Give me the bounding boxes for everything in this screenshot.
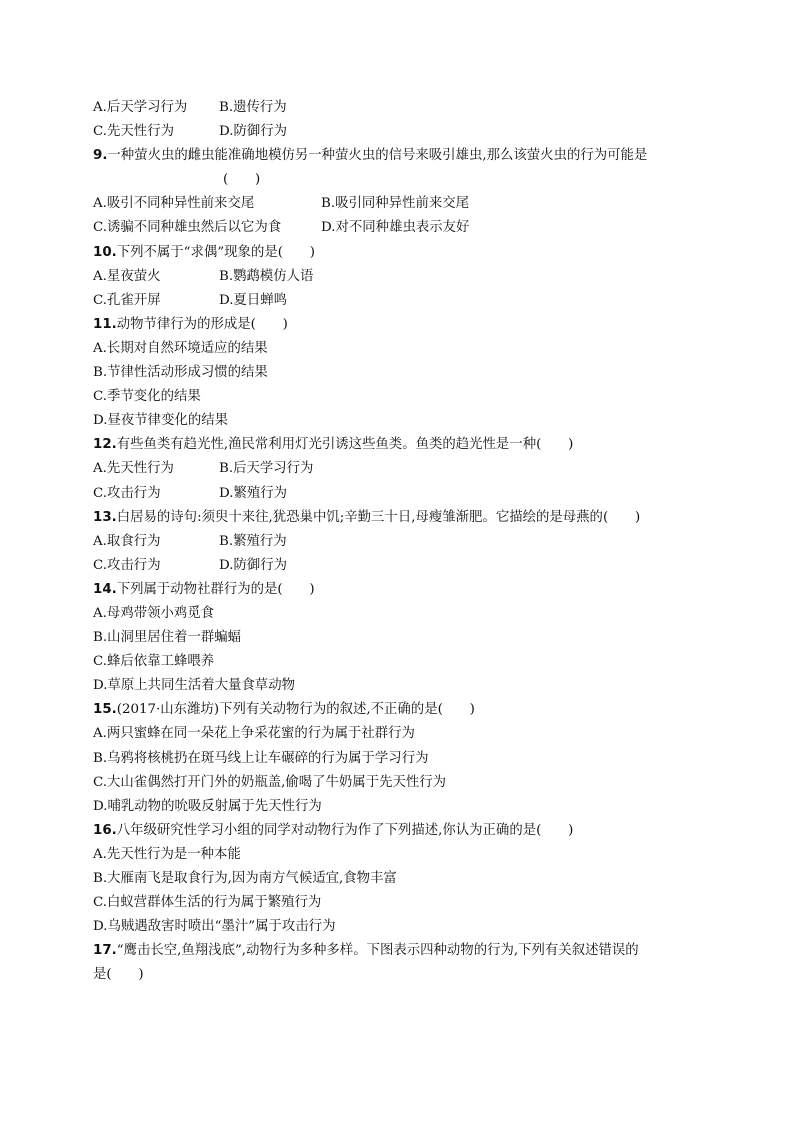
q15-option-d: D.哺乳动物的吮吸反射属于先天性行为 [93, 798, 322, 814]
q9-option-a: A.吸引不同种异性前来交尾 [93, 196, 255, 212]
q10-options-row-1 [93, 265, 705, 289]
q11-number: 11. [93, 316, 117, 332]
q12-stem-text: 有些鱼类有趋光性,渔民常利用灯光引诱这些鱼类。鱼类的趋光性是一种( ) [116, 437, 574, 453]
q13-number: 13. [93, 509, 117, 525]
q10-option-b: B.鹦鹉模仿人语 [219, 268, 314, 284]
q16-stem-text: 八年级研究性学习小组的同学对动物行为作了下列描述,你认为正确的是( ) [116, 822, 574, 838]
q16-option-d: D.乌贼遇敌害时喷出“墨汁”属于攻击行为 [93, 919, 336, 935]
q12-options-row-2 [93, 482, 705, 506]
q11-stem-text: 动物节律行为的形成是( ) [116, 316, 288, 332]
q12-option-c: C.攻击行为 [93, 485, 161, 501]
q15-option-a: A.两只蜜蜂在同一朵花上争采花蜜的行为属于社群行为 [93, 726, 415, 742]
q10-number: 10. [93, 244, 117, 260]
q9-option-c: C.诱骗不同种雄虫然后以它为食 [93, 220, 282, 236]
q13-stem [93, 506, 705, 530]
q11-option-c: C.季节变化的结果 [93, 389, 201, 405]
q14-stem-text: 下列属于动物社群行为的是( ) [116, 581, 315, 597]
q16-option-c: C.白蚁营群体生活的行为属于繁殖行为 [93, 895, 322, 911]
q10-options-row-2 [93, 289, 705, 313]
q8-options-row-2 [93, 120, 705, 144]
q11-option-d: D.昼夜节律变化的结果 [93, 413, 229, 429]
q12-option-d: D.繁殖行为 [219, 485, 288, 501]
q8-options-row-1 [93, 96, 705, 120]
q9-stem [93, 144, 705, 168]
q8-option-c: C.先天性行为 [93, 124, 174, 140]
question-list [93, 96, 705, 987]
q14-stem [93, 578, 705, 602]
q15-stem [93, 698, 705, 722]
q16-number: 16. [93, 822, 117, 838]
q17-stem-line-2: 是( ) [93, 967, 144, 983]
q17-stem-text-1: “鹰击长空,鱼翔浅底”,动物行为多种多样。下图表示四种动物的行为,下列有关叙述错误的 [116, 943, 639, 959]
q14-option-d: D.草原上共同生活着大量食草动物 [93, 678, 295, 694]
q16-option-a: A.先天性行为是一种本能 [93, 846, 241, 862]
q8-option-a: A.后天学习行为 [93, 100, 188, 115]
q12-option-a: A.先天性行为 [93, 461, 174, 477]
q13-option-d: D.防御行为 [219, 557, 288, 573]
q10-stem-text: 下列不属于“求偶”现象的是( ) [116, 244, 315, 260]
q12-stem [93, 433, 705, 457]
q13-option-a: A.取食行为 [93, 533, 161, 549]
q13-option-c: C.攻击行为 [93, 557, 161, 573]
q11-stem [93, 313, 705, 337]
q10-option-d: D.夏日蝉鸣 [219, 292, 288, 308]
q9-number: 9. [93, 148, 108, 164]
q9-option-b: B.吸引同种异性前来交尾 [321, 196, 470, 212]
q17-stem-line-1 [93, 939, 705, 963]
q15-option-b: B.乌鸦将核桃扔在斑马线上让车碾碎的行为属于学习行为 [93, 750, 429, 766]
q15-stem-text: (2017·山东潍坊)下列有关动物行为的叙述,不正确的是( ) [116, 702, 475, 718]
q9-option-d: D.对不同种雄虫表示友好 [321, 220, 470, 236]
q16-stem [93, 819, 705, 843]
q12-number: 12. [93, 437, 117, 453]
q12-options-row-1 [93, 457, 705, 481]
q14-option-b: B.山洞里居住着一群蝙蝠 [93, 630, 242, 646]
q9-stem-text: 一种萤火虫的雌虫能准确地模仿另一种萤火虫的信号来吸引雄虫,那么该萤火虫的行为可能是 [107, 148, 648, 164]
q11-option-b: B.节律性活动形成习惯的结果 [93, 365, 268, 381]
q15-number: 15. [93, 702, 117, 718]
q11-option-a: A.长期对自然环境适应的结果 [93, 340, 268, 356]
q13-options-row-2 [93, 554, 705, 578]
q13-stem-text: 白居易的诗句:须臾十来往,犹恐巢中饥;辛勤三十日,母瘦雏渐肥。它描绘的是母燕的( ) [116, 509, 641, 525]
q8-option-d: D.防御行为 [219, 124, 288, 140]
q15-option-c: C.大山雀偶然打开门外的奶瓶盖,偷喝了牛奶属于先天性行为 [93, 774, 447, 790]
q10-option-c: C.孔雀开屏 [93, 292, 161, 308]
q17-number: 17. [93, 943, 117, 959]
q10-stem [93, 241, 705, 265]
q8-option-b: B.遗传行为 [219, 100, 287, 115]
q14-option-c: C.蜂后依靠工蜂喂养 [93, 654, 215, 670]
q12-option-b: B.后天学习行为 [219, 461, 314, 477]
q9-options-row-1 [93, 192, 705, 216]
q14-option-a: A.母鸡带领小鸡觅食 [93, 605, 215, 621]
q13-option-b: B.繁殖行为 [219, 533, 287, 549]
q13-options-row-1 [93, 530, 705, 554]
q9-answer-paren: ( ) [223, 172, 261, 188]
q10-option-a: A.星夜萤火 [93, 268, 161, 284]
q16-option-b: B.大雁南飞是取食行为,因为南方气候适宜,食物丰富 [93, 871, 397, 886]
q9-options-row-2 [93, 216, 705, 240]
q14-number: 14. [93, 581, 117, 597]
